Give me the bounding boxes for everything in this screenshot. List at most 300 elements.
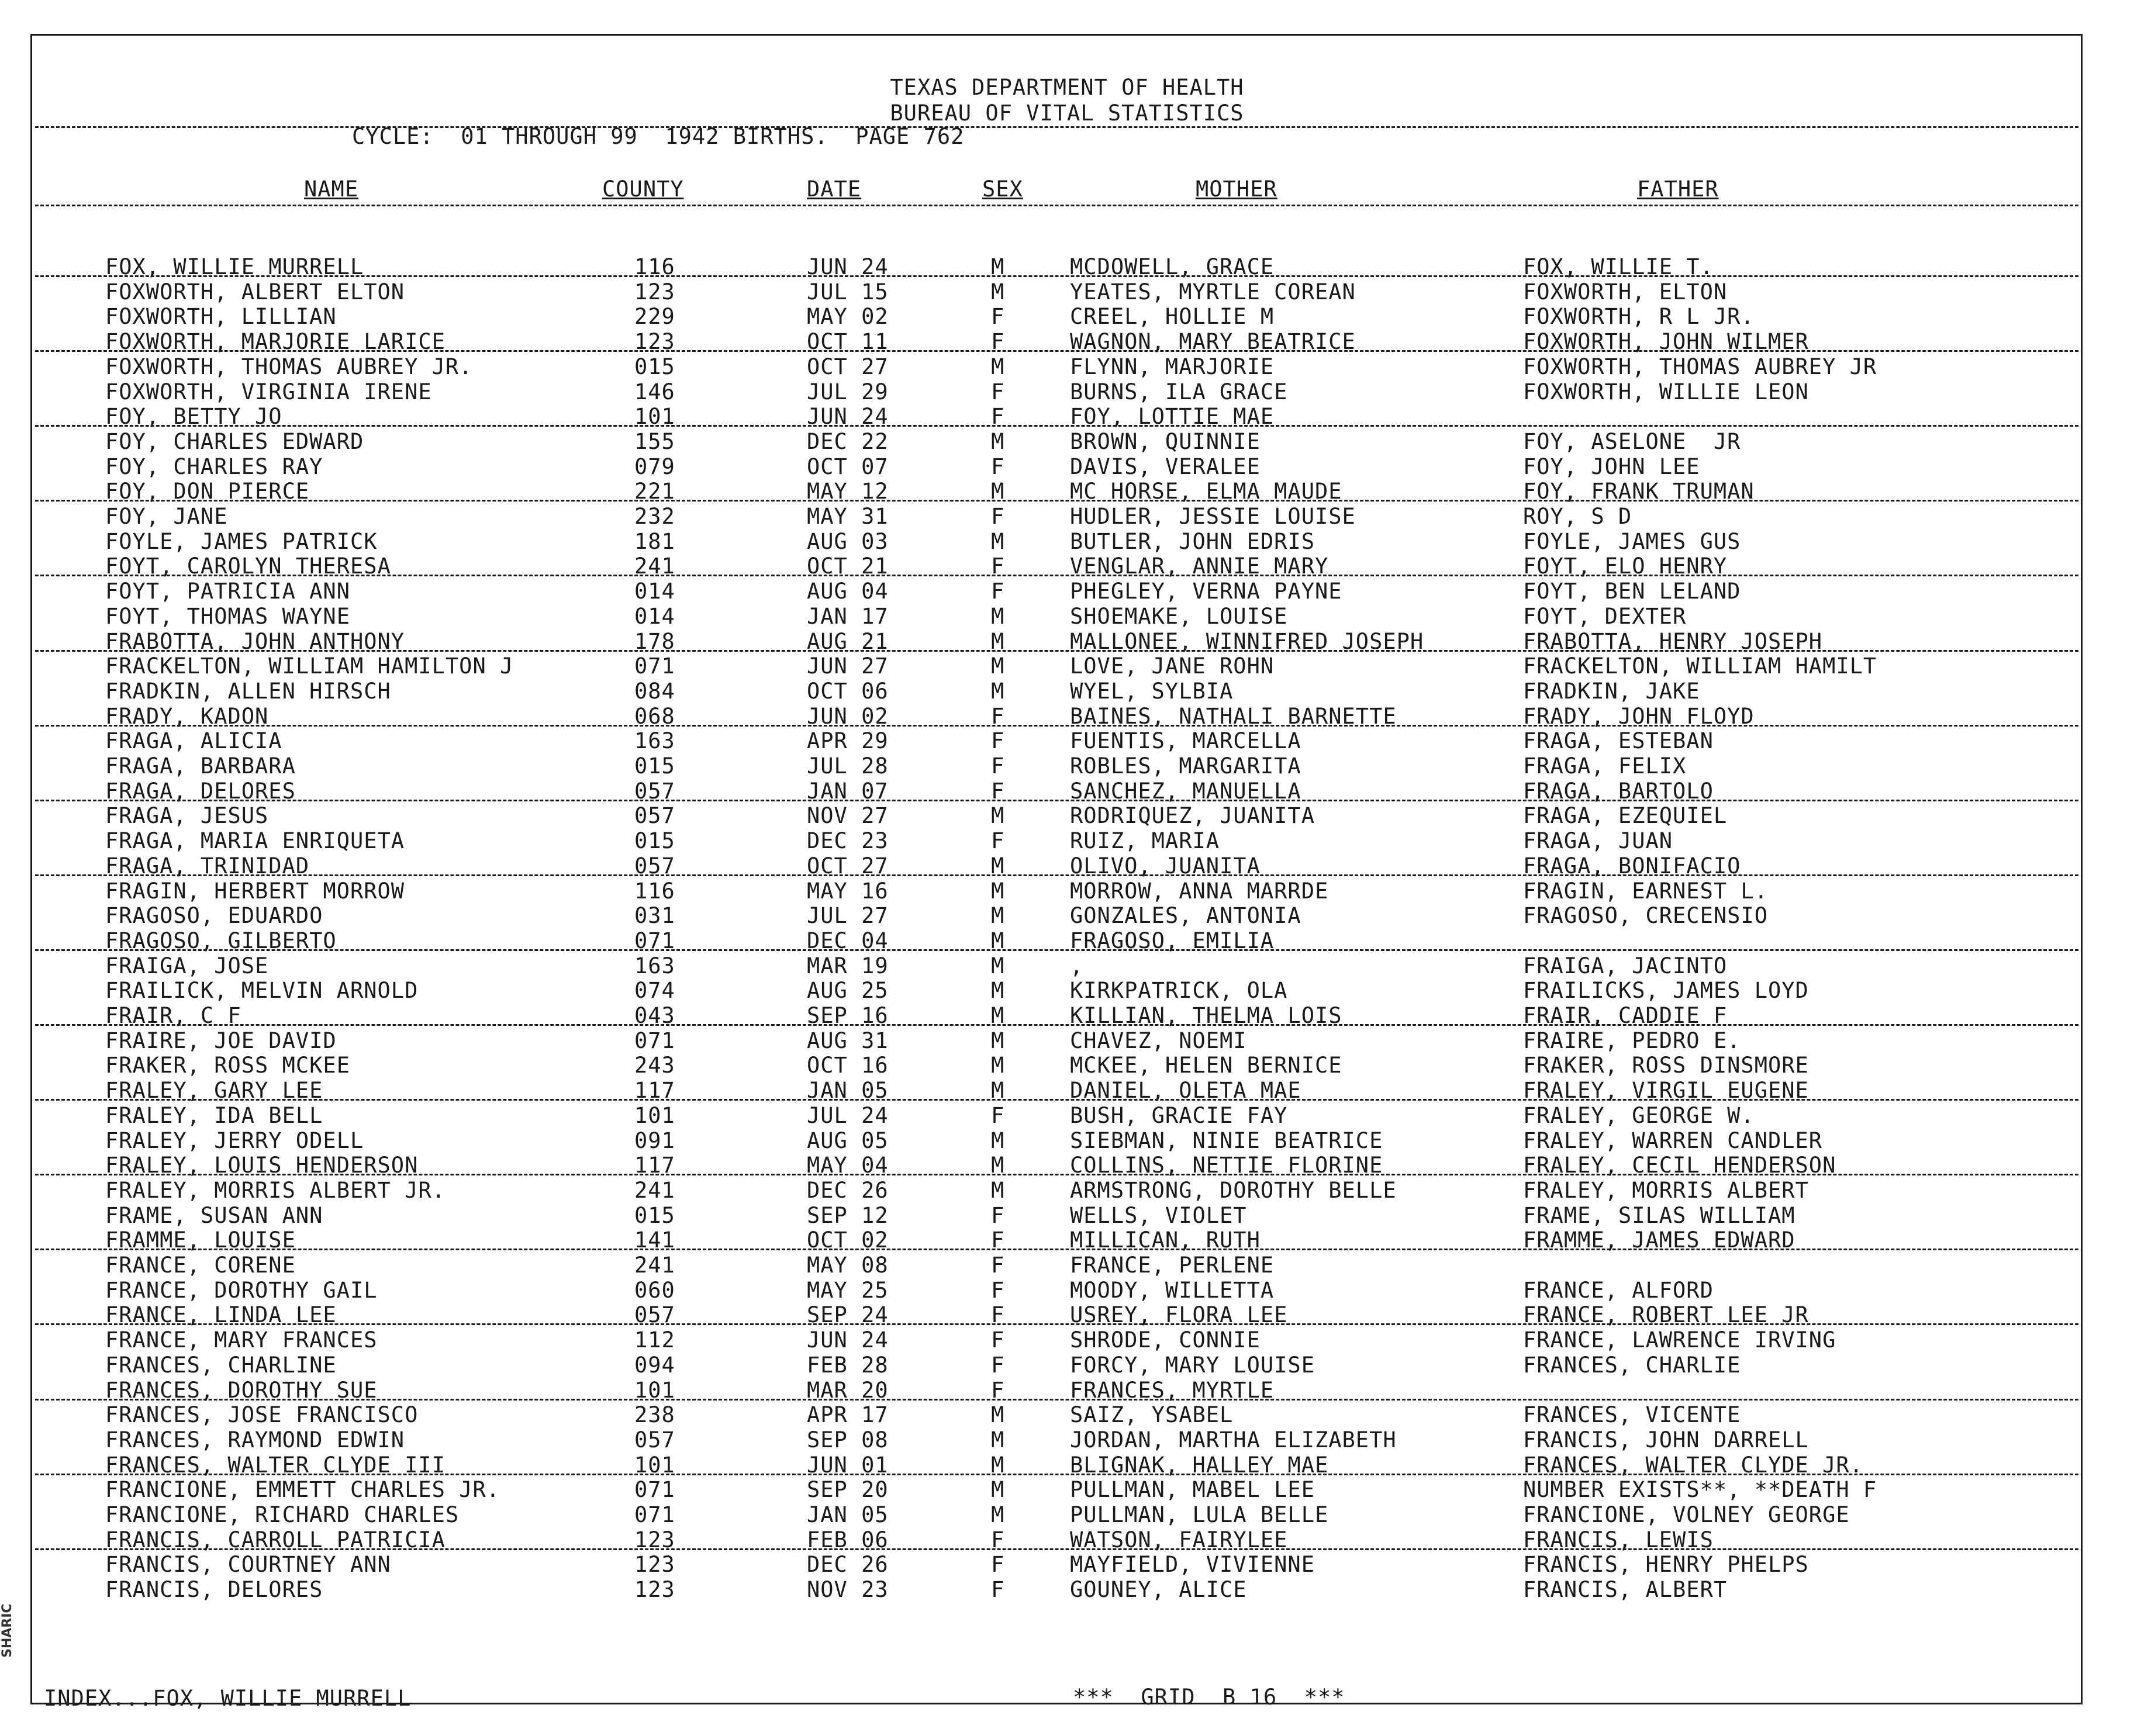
- cell-name: FRAGA, MARIA ENRIQUETA: [105, 828, 405, 854]
- cell-date: JUN 01: [807, 1452, 889, 1478]
- row-group-divider: [35, 1174, 2078, 1175]
- table-row: [0, 379, 2134, 404]
- cell-father: FRALEY, VIRGIL EUGENE: [1523, 1078, 1809, 1104]
- cycle-line: CYCLE: 01 THROUGH 99 1942 BIRTHS. PAGE 762: [352, 124, 965, 149]
- cell-sex: M: [991, 1427, 1005, 1453]
- cell-sex: F: [991, 1577, 1005, 1603]
- cell-county: 094: [634, 1352, 675, 1378]
- cell-name: FOXWORTH, MARJORIE LARICE: [105, 329, 446, 355]
- cell-date: OCT 06: [807, 678, 889, 704]
- row-group-divider: [35, 575, 2078, 576]
- cell-sex: F: [991, 1202, 1005, 1228]
- cell-name: FOXWORTH, THOMAS AUBREY JR.: [105, 354, 473, 379]
- cell-mother: CHAVEZ, NOEMI: [1070, 1028, 1247, 1053]
- cell-name: FRANCE, DOROTHY GAIL: [105, 1277, 378, 1303]
- cell-name: FRAGA, BARBARA: [105, 753, 296, 779]
- cell-sex: F: [991, 454, 1005, 479]
- cell-date: OCT 27: [807, 354, 889, 379]
- cell-date: JAN 07: [807, 778, 889, 804]
- cell-date: JUN 24: [807, 404, 889, 430]
- cell-sex: F: [991, 329, 1005, 355]
- table-row: [0, 1053, 2134, 1077]
- cell-name: FRANCIONE, EMMETT CHARLES JR.: [105, 1477, 500, 1503]
- table-row: [0, 279, 2134, 304]
- cell-county: 243: [634, 1053, 675, 1078]
- cell-county: 074: [634, 978, 675, 1004]
- cell-mother: ARMSTRONG, DOROTHY BELLE: [1070, 1177, 1397, 1203]
- cell-county: 178: [634, 628, 675, 654]
- cell-name: FRAGA, TRINIDAD: [105, 853, 310, 879]
- cell-name: FOYT, PATRICIA ANN: [105, 579, 350, 604]
- cell-mother: ROBLES, MARGARITA: [1070, 753, 1301, 779]
- cell-father: FRAILICKS, JAMES LOYD: [1523, 978, 1809, 1004]
- cell-sex: M: [991, 603, 1005, 629]
- cell-name: FOY, CHARLES RAY: [105, 454, 323, 479]
- cell-county: 071: [634, 1477, 675, 1503]
- cell-mother: SHRODE, CONNIE: [1070, 1327, 1261, 1353]
- cell-father: FRANCIS, ALBERT: [1523, 1577, 1728, 1603]
- cell-county: 057: [634, 853, 675, 879]
- cell-date: FEB 06: [807, 1527, 889, 1552]
- cell-date: SEP 16: [807, 1003, 889, 1028]
- cell-date: MAY 12: [807, 479, 889, 504]
- cell-name: FRANCIS, COURTNEY ANN: [105, 1552, 391, 1578]
- table-row: [0, 903, 2134, 928]
- cell-mother: FUENTIS, MARCELLA: [1070, 728, 1301, 754]
- cell-name: FRAIGA, JOSE: [105, 953, 269, 978]
- cell-name: FRANCE, LINDA LEE: [105, 1302, 337, 1328]
- cell-county: 084: [634, 678, 675, 704]
- cell-county: 229: [634, 304, 675, 330]
- cell-county: 117: [634, 1078, 675, 1104]
- cell-mother: OLIVO, JUANITA: [1070, 853, 1261, 879]
- cell-mother: MOODY, WILLETTA: [1070, 1277, 1275, 1303]
- cell-date: MAY 25: [807, 1277, 889, 1303]
- cell-date: OCT 07: [807, 454, 889, 479]
- cell-date: SEP 24: [807, 1302, 889, 1328]
- table-row: [0, 1402, 2134, 1427]
- cell-sex: M: [991, 1053, 1005, 1078]
- cell-date: MAY 08: [807, 1253, 889, 1278]
- table-row: [0, 728, 2134, 753]
- cell-sex: M: [991, 1402, 1005, 1428]
- cell-sex: M: [991, 803, 1005, 829]
- cell-county: 101: [634, 1452, 675, 1478]
- cell-name: FRALEY, MORRIS ALBERT JR.: [105, 1177, 446, 1203]
- cell-mother: GOUNEY, ALICE: [1070, 1577, 1247, 1603]
- cell-name: FRAGA, JESUS: [105, 803, 269, 829]
- cell-county: 117: [634, 1153, 675, 1178]
- cell-county: 014: [634, 579, 675, 604]
- cell-name: FRALEY, JERRY ODELL: [105, 1128, 364, 1153]
- cell-mother: SAIZ, YSABEL: [1070, 1402, 1234, 1428]
- cell-date: DEC 23: [807, 828, 889, 854]
- column-header-sex: SEX: [982, 177, 1023, 202]
- cell-father: FRANCIS, HENRY PHELPS: [1523, 1552, 1809, 1578]
- cell-date: AUG 04: [807, 579, 889, 604]
- side-label: SHARIC: [0, 1603, 15, 1658]
- cell-sex: F: [991, 1527, 1005, 1552]
- cell-mother: COLLINS, NETTIE FLORINE: [1070, 1153, 1383, 1178]
- cell-date: APR 29: [807, 728, 889, 754]
- cell-name: FRANCES, CHARLINE: [105, 1352, 337, 1378]
- cell-father: FOXWORTH, WILLIE LEON: [1523, 379, 1809, 404]
- cell-mother: BUSH, GRACIE FAY: [1070, 1102, 1288, 1128]
- row-group-divider: [35, 1474, 2078, 1475]
- cell-mother: LOVE, JANE ROHN: [1070, 653, 1275, 679]
- cell-county: 146: [634, 379, 675, 404]
- cell-name: FRAKER, ROSS MCKEE: [105, 1053, 350, 1078]
- cell-name: FRAILICK, MELVIN ARNOLD: [105, 978, 419, 1004]
- cell-mother: WYEL, SYLBIA: [1070, 678, 1234, 704]
- cell-father: FRANCE, LAWRENCE IRVING: [1523, 1327, 1836, 1353]
- index-label: INDEX...FOX, WILLIE MURRELL: [44, 1686, 412, 1711]
- cell-county: 116: [634, 878, 675, 904]
- cell-sex: M: [991, 1078, 1005, 1104]
- cell-date: AUG 21: [807, 628, 889, 654]
- cell-father: FOYLE, JAMES GUS: [1523, 528, 1741, 554]
- row-group-divider: [35, 350, 2078, 352]
- row-group-divider: [35, 874, 2078, 876]
- cell-mother: MCDOWELL, GRACE: [1070, 254, 1275, 279]
- cell-father: FRAGOSO, CRECENSIO: [1523, 903, 1768, 929]
- cell-mother: FRANCES, MYRTLE: [1070, 1377, 1275, 1403]
- cell-date: AUG 05: [807, 1128, 889, 1153]
- cell-name: FRANCE, CORENE: [105, 1253, 296, 1278]
- cell-mother: ,: [1070, 953, 1084, 978]
- cell-name: FRANCIONE, RICHARD CHARLES: [105, 1502, 460, 1527]
- cell-county: 057: [634, 803, 675, 829]
- cell-father: FRAGA, EZEQUIEL: [1523, 803, 1728, 829]
- cell-date: JAN 17: [807, 603, 889, 629]
- cell-name: FOXWORTH, LILLIAN: [105, 304, 337, 330]
- cell-father: FRANCIS, LEWIS: [1523, 1527, 1714, 1552]
- cell-father: FOX, WILLIE T.: [1523, 254, 1714, 279]
- cell-mother: YEATES, MYRTLE COREAN: [1070, 279, 1356, 305]
- cell-mother: WAGNON, MARY BEATRICE: [1070, 329, 1356, 355]
- cell-sex: F: [991, 554, 1005, 579]
- cell-county: 181: [634, 528, 675, 554]
- cell-county: 241: [634, 554, 675, 579]
- cell-sex: M: [991, 678, 1005, 704]
- row-group-divider: [35, 275, 2078, 277]
- cell-date: OCT 02: [807, 1227, 889, 1253]
- cell-county: 071: [634, 1028, 675, 1053]
- cell-sex: M: [991, 1477, 1005, 1503]
- cell-county: 221: [634, 479, 675, 504]
- cell-father: FOYT, DEXTER: [1523, 603, 1687, 629]
- cell-county: 123: [634, 1527, 675, 1552]
- cell-name: FRAIRE, JOE DAVID: [105, 1028, 337, 1053]
- cell-father: FOXWORTH, R L JR.: [1523, 304, 1755, 330]
- table-row: [0, 1427, 2134, 1452]
- cell-sex: F: [991, 404, 1005, 430]
- cell-date: JUL 28: [807, 753, 889, 779]
- table-row: [0, 653, 2134, 678]
- table-row: [0, 1278, 2134, 1302]
- cell-sex: M: [991, 354, 1005, 379]
- cell-mother: JORDAN, MARTHA ELIZABETH: [1070, 1427, 1397, 1453]
- table-row: [0, 1203, 2134, 1227]
- cell-date: AUG 25: [807, 978, 889, 1004]
- cell-sex: F: [991, 379, 1005, 404]
- cell-name: FRADY, KADON: [105, 703, 269, 729]
- cell-father: FRAIGA, JACINTO: [1523, 953, 1728, 978]
- cell-name: FOYT, THOMAS WAYNE: [105, 603, 350, 629]
- cell-name: FRALEY, GARY LEE: [105, 1078, 323, 1104]
- column-header-mother: MOTHER: [1196, 177, 1277, 202]
- cell-father: FRANCES, WALTER CLYDE JR.: [1523, 1452, 1863, 1478]
- cell-name: FRAGOSO, GILBERTO: [105, 928, 337, 953]
- cell-county: 015: [634, 828, 675, 854]
- cell-sex: F: [991, 1552, 1005, 1578]
- column-header-father: FATHER: [1637, 177, 1719, 202]
- cell-date: JUL 24: [807, 1102, 889, 1128]
- cell-father: FRALEY, MORRIS ALBERT: [1523, 1177, 1809, 1203]
- cell-father: FOXWORTH, JOHN WILMER: [1523, 329, 1809, 355]
- cell-father: FRANCES, VICENTE: [1523, 1402, 1741, 1428]
- cell-county: 232: [634, 504, 675, 529]
- cell-date: JUL 15: [807, 279, 889, 305]
- cell-father: FRAMME, JAMES EDWARD: [1523, 1227, 1795, 1253]
- cell-father: FRAIR, CADDIE F: [1523, 1003, 1728, 1028]
- cell-name: FRABOTTA, JOHN ANTHONY: [105, 628, 405, 654]
- cell-sex: F: [991, 778, 1005, 804]
- cell-mother: DANIEL, OLETA MAE: [1070, 1078, 1301, 1104]
- cell-date: SEP 20: [807, 1477, 889, 1503]
- cell-county: 015: [634, 1202, 675, 1228]
- cell-father: FOYT, ELO HENRY: [1523, 554, 1728, 579]
- cell-sex: M: [991, 628, 1005, 654]
- cell-date: MAY 02: [807, 304, 889, 330]
- cell-name: FOX, WILLIE MURRELL: [105, 254, 364, 279]
- cell-sex: F: [991, 703, 1005, 729]
- table-row: [0, 1103, 2134, 1128]
- cell-sex: F: [991, 828, 1005, 854]
- table-row: [0, 604, 2134, 628]
- table-row: [0, 529, 2134, 554]
- cell-father: FRALEY, GEORGE W.: [1523, 1102, 1755, 1128]
- cell-county: 241: [634, 1253, 675, 1278]
- table-row: [0, 1577, 2134, 1602]
- cell-sex: M: [991, 1128, 1005, 1153]
- row-group-divider: [35, 725, 2078, 727]
- table-row: [0, 753, 2134, 778]
- cell-county: 068: [634, 703, 675, 729]
- cell-date: MAY 04: [807, 1153, 889, 1178]
- cell-sex: F: [991, 1302, 1005, 1328]
- table-row: [0, 1178, 2134, 1202]
- cell-mother: MCKEE, HELEN BERNICE: [1070, 1053, 1342, 1078]
- row-group-divider: [35, 1249, 2078, 1250]
- cell-mother: KIRKPATRICK, OLA: [1070, 978, 1288, 1004]
- cell-county: 123: [634, 329, 675, 355]
- cell-date: SEP 08: [807, 1427, 889, 1453]
- cell-mother: PULLMAN, MABEL LEE: [1070, 1477, 1315, 1503]
- table-row: [0, 953, 2134, 978]
- table-row: [0, 1552, 2134, 1576]
- cell-name: FOYT, CAROLYN THERESA: [105, 554, 391, 579]
- table-row: [0, 1128, 2134, 1153]
- cell-father: FRAKER, ROSS DINSMORE: [1523, 1053, 1809, 1078]
- cell-father: FRACKELTON, WILLIAM HAMILT: [1523, 653, 1877, 679]
- cell-father: FOY, ASELONE JR: [1523, 428, 1741, 454]
- cell-county: 141: [634, 1227, 675, 1253]
- cell-name: FRALEY, IDA BELL: [105, 1102, 323, 1128]
- cell-father: FRANCE, ALFORD: [1523, 1277, 1714, 1303]
- cell-mother: RODRIQUEZ, JUANITA: [1070, 803, 1315, 829]
- cell-name: FOY, BETTY JO: [105, 404, 282, 430]
- cell-sex: M: [991, 1028, 1005, 1053]
- table-row: [0, 1028, 2134, 1053]
- row-group-divider: [35, 1399, 2078, 1400]
- cell-sex: M: [991, 853, 1005, 879]
- cell-name: FOXWORTH, ALBERT ELTON: [105, 279, 405, 305]
- cell-name: FRAMME, LOUISE: [105, 1227, 296, 1253]
- cell-date: JUL 27: [807, 903, 889, 929]
- cell-name: FRAIR, C F: [105, 1003, 241, 1028]
- cell-sex: F: [991, 579, 1005, 604]
- row-group-divider: [35, 650, 2078, 652]
- cell-date: OCT 11: [807, 329, 889, 355]
- table-row: [0, 304, 2134, 328]
- cell-father: FRAGA, BONIFACIO: [1523, 853, 1741, 879]
- cell-sex: M: [991, 279, 1005, 305]
- cell-county: 116: [634, 254, 675, 279]
- row-group-divider: [35, 949, 2078, 951]
- table-row: [0, 579, 2134, 603]
- cell-sex: M: [991, 1452, 1005, 1478]
- cell-father: NUMBER EXISTS**, **DEATH F: [1523, 1477, 1877, 1503]
- cell-sex: M: [991, 479, 1005, 504]
- cell-sex: F: [991, 1253, 1005, 1278]
- cell-sex: F: [991, 1377, 1005, 1403]
- cell-sex: F: [991, 753, 1005, 779]
- cell-father: FOYT, BEN LELAND: [1523, 579, 1741, 604]
- cell-mother: SHOEMAKE, LOUISE: [1070, 603, 1288, 629]
- cell-date: JAN 05: [807, 1078, 889, 1104]
- cell-mother: SANCHEZ, MANUELLA: [1070, 778, 1301, 804]
- cell-date: JUN 02: [807, 703, 889, 729]
- cell-father: FRAGA, FELIX: [1523, 753, 1687, 779]
- cell-sex: F: [991, 728, 1005, 754]
- cell-date: JUN 27: [807, 653, 889, 679]
- cell-date: OCT 16: [807, 1053, 889, 1078]
- cell-mother: FRAGOSO, EMILIA: [1070, 928, 1275, 953]
- cell-sex: M: [991, 1502, 1005, 1527]
- cell-mother: WATSON, FAIRYLEE: [1070, 1527, 1288, 1552]
- cell-father: FOY, JOHN LEE: [1523, 454, 1700, 479]
- cell-county: 015: [634, 354, 675, 379]
- cell-date: MAR 20: [807, 1377, 889, 1403]
- cell-date: DEC 26: [807, 1552, 889, 1578]
- cell-date: MAY 31: [807, 504, 889, 529]
- cell-sex: F: [991, 1102, 1005, 1128]
- table-row: [0, 828, 2134, 853]
- cell-sex: M: [991, 254, 1005, 279]
- cell-father: ROY, S D: [1523, 504, 1632, 529]
- cell-county: 071: [634, 1502, 675, 1527]
- cell-name: FRANCIS, DELORES: [105, 1577, 323, 1603]
- cell-sex: M: [991, 978, 1005, 1004]
- cell-county: 101: [634, 404, 675, 430]
- cell-sex: M: [991, 878, 1005, 904]
- cell-date: AUG 03: [807, 528, 889, 554]
- cell-name: FRANCIS, CARROLL PATRICIA: [105, 1527, 446, 1552]
- row-group-divider: [35, 1099, 2078, 1101]
- cell-name: FRACKELTON, WILLIAM HAMILTON J: [105, 653, 514, 679]
- cell-sex: F: [991, 504, 1005, 529]
- cell-mother: CREEL, HOLLIE M: [1070, 304, 1275, 330]
- cell-mother: VENGLAR, ANNIE MARY: [1070, 554, 1329, 579]
- cell-mother: MC HORSE, ELMA MAUDE: [1070, 479, 1342, 504]
- cell-sex: M: [991, 953, 1005, 978]
- cell-county: 163: [634, 953, 675, 978]
- cell-sex: M: [991, 1153, 1005, 1178]
- cell-mother: MALLONEE, WINNIFRED JOSEPH: [1070, 628, 1424, 654]
- cell-name: FRAGIN, HERBERT MORROW: [105, 878, 405, 904]
- cell-date: AUG 31: [807, 1028, 889, 1053]
- cell-date: MAY 16: [807, 878, 889, 904]
- cell-date: FEB 28: [807, 1352, 889, 1378]
- table-row: [0, 803, 2134, 828]
- cell-county: 241: [634, 1177, 675, 1203]
- table-row: [0, 454, 2134, 479]
- cell-mother: GONZALES, ANTONIA: [1070, 903, 1301, 929]
- table-row: [0, 1327, 2134, 1352]
- table-row: [0, 1353, 2134, 1377]
- table-row: [0, 504, 2134, 528]
- cell-county: 079: [634, 454, 675, 479]
- cell-name: FRAGA, ALICIA: [105, 728, 282, 754]
- cell-sex: M: [991, 1003, 1005, 1028]
- cell-mother: BAINES, NATHALI BARNETTE: [1070, 703, 1397, 729]
- cell-name: FRAGA, DELORES: [105, 778, 296, 804]
- cell-county: 071: [634, 928, 675, 953]
- cell-mother: BROWN, QUINNIE: [1070, 428, 1261, 454]
- column-header-date: DATE: [807, 177, 862, 202]
- cell-county: 163: [634, 728, 675, 754]
- cell-mother: WELLS, VIOLET: [1070, 1202, 1247, 1228]
- table-row: [0, 1477, 2134, 1502]
- cell-county: 123: [634, 279, 675, 305]
- cell-name: FRALEY, LOUIS HENDERSON: [105, 1153, 419, 1178]
- cell-date: JUN 24: [807, 1327, 889, 1353]
- cell-name: FRANCES, JOSE FRANCISCO: [105, 1402, 419, 1428]
- cell-father: FRAGA, ESTEBAN: [1523, 728, 1714, 754]
- cell-county: 155: [634, 428, 675, 454]
- cell-sex: F: [991, 1277, 1005, 1303]
- bureau-title: BUREAU OF VITAL STATISTICS: [890, 101, 1244, 126]
- cell-sex: M: [991, 653, 1005, 679]
- agency-title: TEXAS DEPARTMENT OF HEALTH: [890, 75, 1244, 100]
- cell-mother: FORCY, MARY LOUISE: [1070, 1352, 1315, 1378]
- cell-mother: PULLMAN, LULA BELLE: [1070, 1502, 1329, 1527]
- cell-county: 123: [634, 1552, 675, 1578]
- cell-county: 091: [634, 1128, 675, 1153]
- cell-county: 057: [634, 1427, 675, 1453]
- column-header-name: NAME: [304, 177, 359, 202]
- cell-name: FRANCE, MARY FRANCES: [105, 1327, 378, 1353]
- cell-father: FRADY, JOHN FLOYD: [1523, 703, 1755, 729]
- cell-county: 101: [634, 1377, 675, 1403]
- cell-name: FRANCES, RAYMOND EDWIN: [105, 1427, 405, 1453]
- cell-father: FRAME, SILAS WILLIAM: [1523, 1202, 1795, 1228]
- row-group-divider: [35, 425, 2078, 427]
- cell-name: FRAME, SUSAN ANN: [105, 1202, 323, 1228]
- cell-father: FOY, FRANK TRUMAN: [1523, 479, 1755, 504]
- cell-sex: F: [991, 1352, 1005, 1378]
